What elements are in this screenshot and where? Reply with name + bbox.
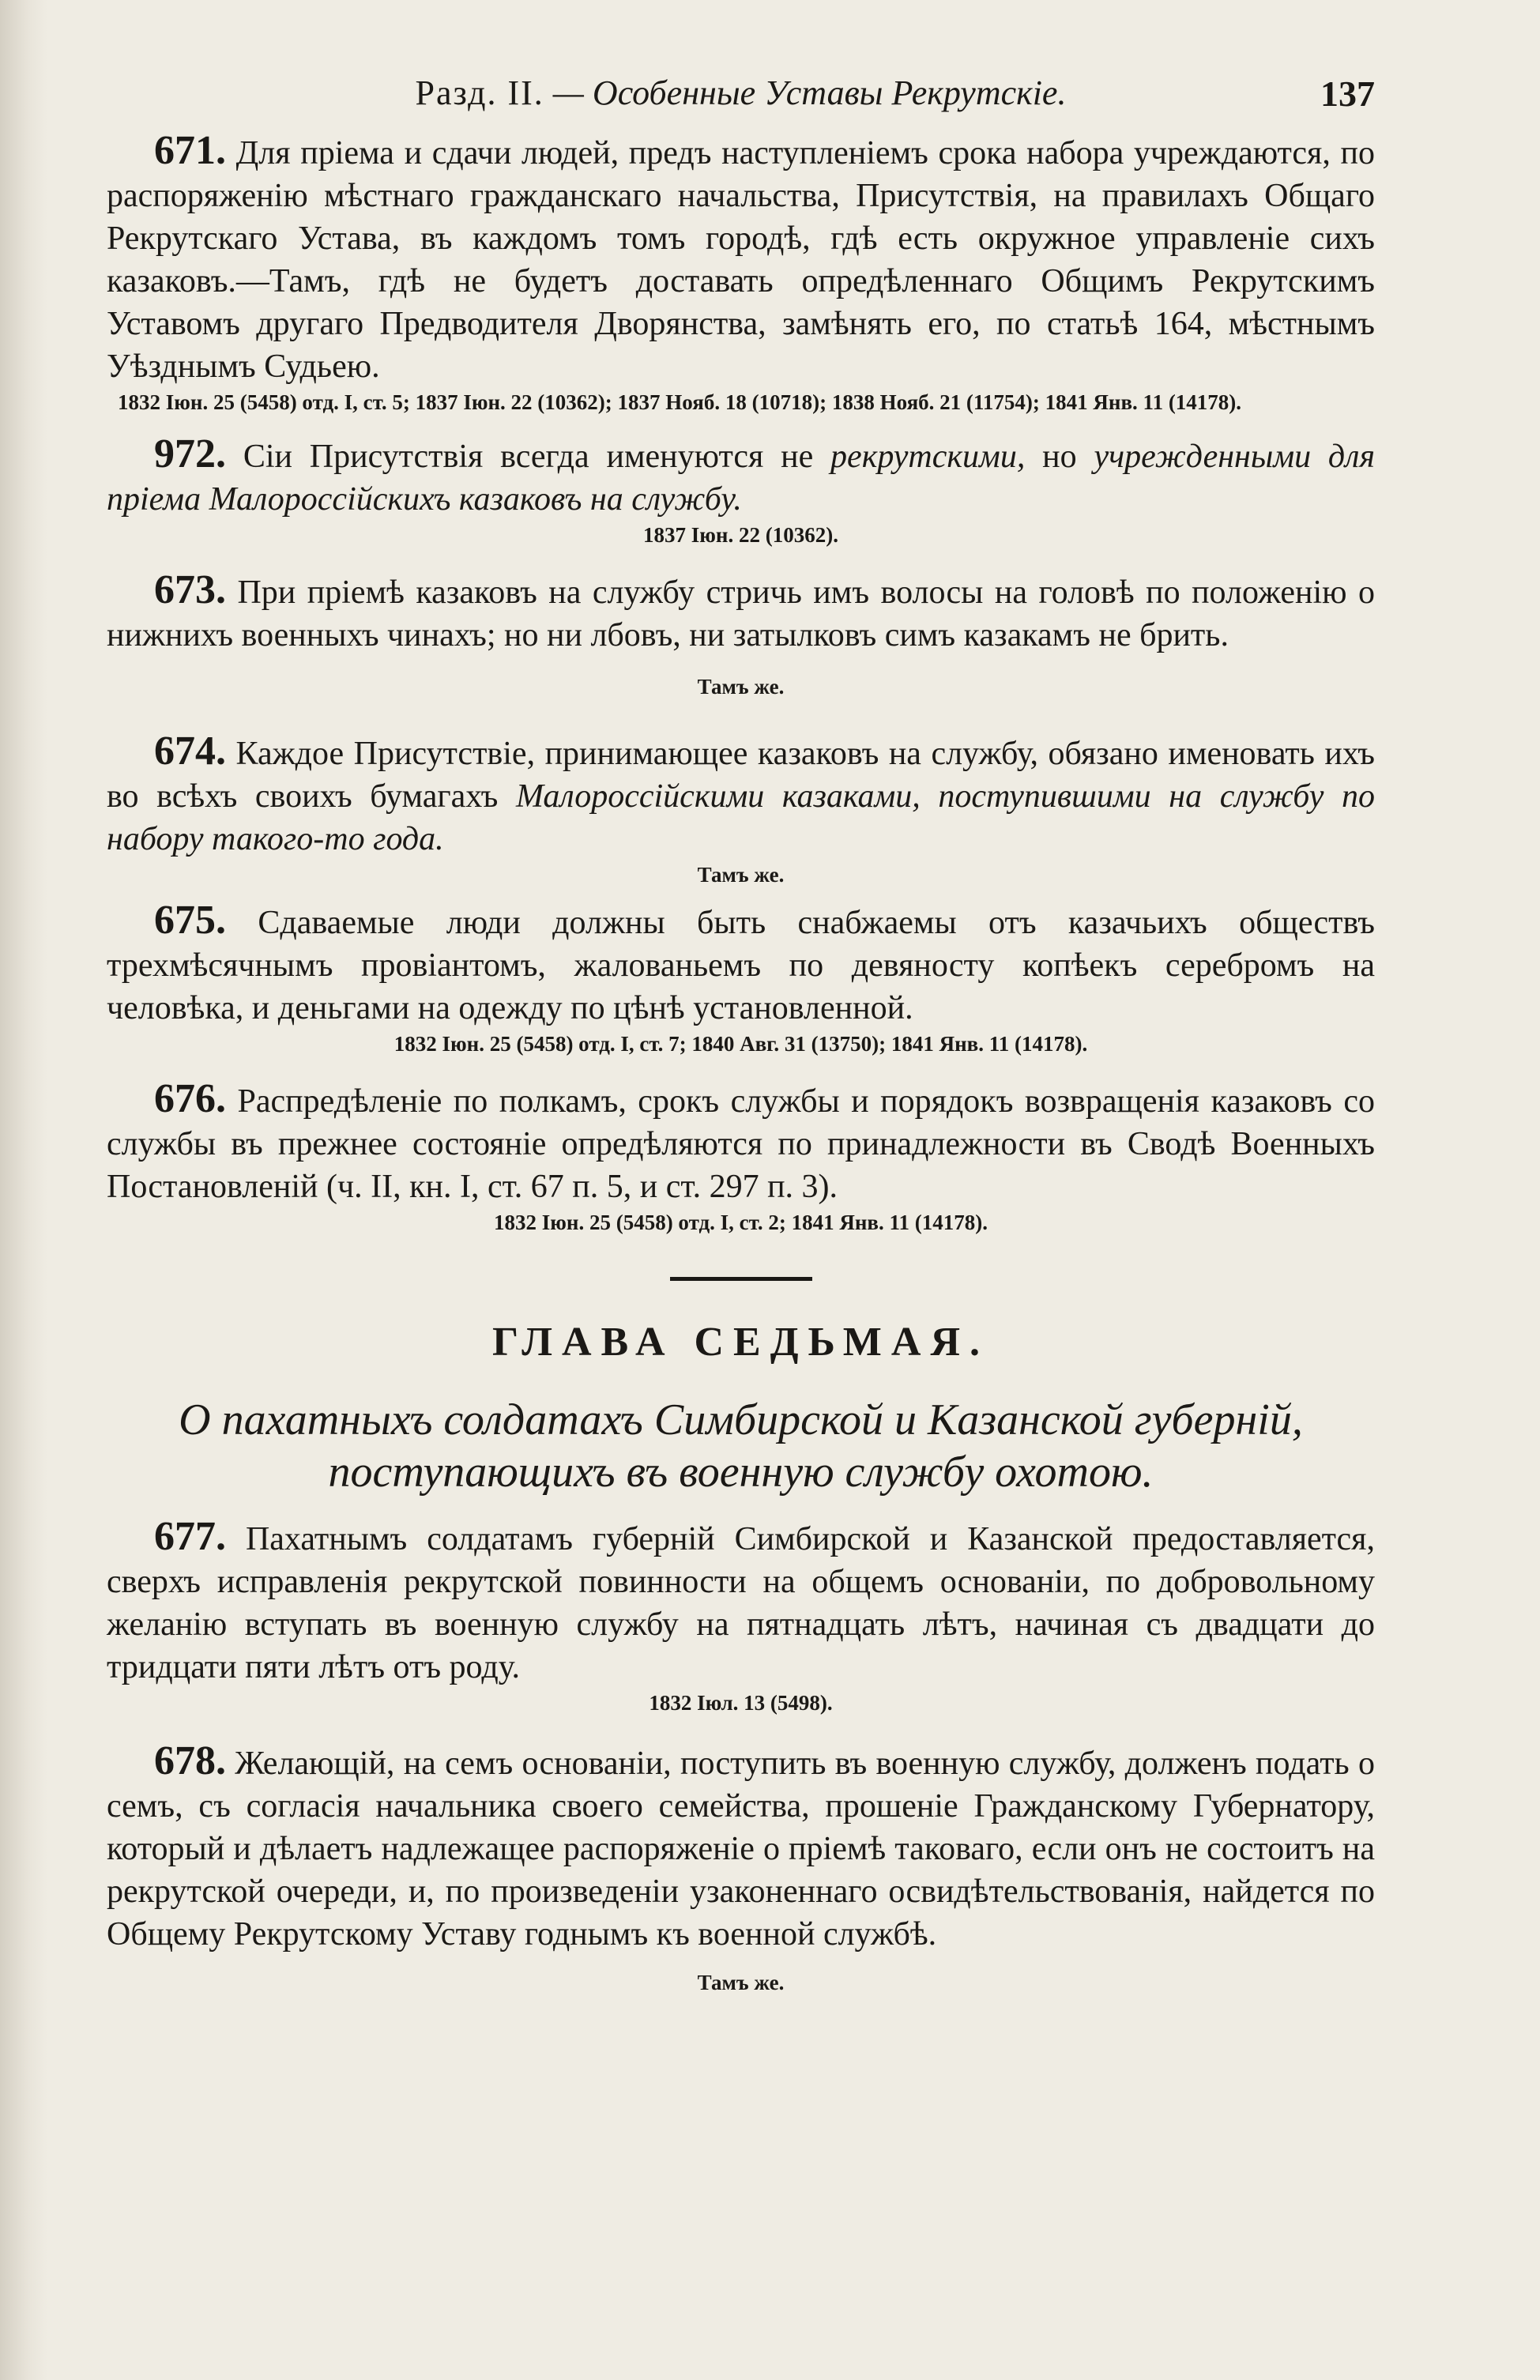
article-citation: 1832 Іюн. 25 (5458) отд. I, ст. 7; 1840 Авг. 31 (13750); 1841 Янв. 11 (14178). <box>393 1032 1088 1056</box>
article-673 <box>107 569 1375 657</box>
article-citation: Тамъ же. <box>697 863 785 887</box>
chapter-subtitle: О пахатныхъ солдатахъ Симбирской и Казанской губерній, поступающихъ въ военную службу охотою. <box>179 1395 1303 1497</box>
article-number: 972. <box>154 431 226 476</box>
article-676 <box>107 1078 1375 1208</box>
article-number: 673. <box>154 567 226 612</box>
article-text: Сдаваемые люди должны быть снабжаемы отъ казачьихъ обществъ трехмѣсячнымъ провіантомъ, жалованьемъ по девяносту копѣекъ серебромъ на человѣка, и деньгами на одежду по цѣнѣ установленной. <box>107 905 1376 1026</box>
article-number: 671. <box>154 128 226 173</box>
article-671 <box>107 130 1375 388</box>
article-citation: Тамъ же. <box>697 675 785 699</box>
article-678 <box>107 1740 1375 1956</box>
article-text-emphasis: учрежденными для пріема Малороссійскихъ казаковъ на службу. <box>107 439 1376 518</box>
article-citation: Тамъ же. <box>697 1971 785 1994</box>
article-text: Каждое Присутствіе, принимающее казаковъ на службу, обязано именовать ихъ во всѣхъ своихъ бумагахъ <box>107 736 1376 815</box>
section-label: Разд. II. <box>415 73 544 112</box>
article-citation: 1832 Іюл. 13 (5498). <box>649 1691 833 1715</box>
page-content <box>107 73 1375 1996</box>
article-number: 677. <box>154 1514 226 1559</box>
article-text-emphasis: Малороссійскими казаками, поступившими на службу по набору такого-то года. <box>107 778 1376 857</box>
section-divider-rule <box>670 1277 812 1281</box>
page-gutter-shadow <box>0 0 47 2380</box>
article-text: Для пріема и сдачи людей, предъ наступленіемъ срока набора учреждаются, по распоряженію мѣстнаго гражданскаго начальства, Присутствія, на правилахъ Общаго Рекрутскаго Устава, въ каждомъ томъ городѣ, гдѣ есть окружное управленіе сихъ казаковъ.—Тамъ, гдѣ не будетъ доставать опредѣленнаго Общимъ Рекрутскимъ Уставомъ другаго Предводителя Дворянства, замѣнять его, по статьѣ 164, мѣстнымъ Уѣзднымъ Судьею. <box>107 135 1376 385</box>
article-text: При пріемѣ казаковъ на службу стричь имъ волосы на головѣ по положенію о нижнихъ военныхъ чинахъ; но ни лбовъ, ни затылковъ симъ казакамъ не брить. <box>107 574 1376 653</box>
article-citation: 1832 Іюн. 25 (5458) отд. I, ст. 5; 1837 Іюн. 22 (10362); 1837 Нояб. 18 (10718); 1838 Нояб. 21 (11754); 1841 Янв. 11 (14178). <box>118 390 1242 414</box>
article-674 <box>107 730 1375 860</box>
article-677 <box>107 1516 1375 1689</box>
article-number: 674. <box>154 729 226 774</box>
chapter-heading: ГЛАВА СЕДЬМАЯ. <box>492 1320 989 1365</box>
running-header <box>107 73 1375 128</box>
article-number: 678. <box>154 1738 226 1783</box>
article-text: но <box>1042 439 1077 475</box>
article-text-emphasis: рекрутскими, <box>830 439 1026 475</box>
page-number: 137 <box>1320 73 1375 114</box>
article-972 <box>107 433 1375 521</box>
article-675 <box>107 899 1375 1030</box>
article-text: Сіи Присутствія всегда именуются не <box>243 439 814 475</box>
article-number: 676. <box>154 1076 226 1121</box>
article-text: Пахатнымъ солдатамъ губерній Симбирской и Казанской предоставляется, сверхъ исправленія рекрутской повинности на общемъ основаніи, по добровольному желанію вступать въ военную службу на пятнадцать лѣтъ, начиная съ двадцати до тридцати пяти лѣтъ отъ роду. <box>107 1521 1376 1685</box>
section-title: — Особенные Уставы Рекрутскіе. <box>552 73 1067 112</box>
article-number: 675. <box>154 898 226 943</box>
article-text: Желающій, на семъ основаніи, поступить въ военную службу, долженъ подать о семъ, съ согласія начальника своего семейства, прошеніе Гражданскому Губернатору, который и дѣлаетъ надлежащее распоряженіе о пріемѣ таковаго, если онъ не состоитъ на рекрутской очереди, и, по произведеніи узаконеннаго освидѣтельствованія, найдется по Общему Рекрутскому Уставу годнымъ къ военной службѣ. <box>107 1745 1375 1953</box>
article-citation: 1837 Іюн. 22 (10362). <box>643 523 838 547</box>
article-text: Распредѣленіе по полкамъ, срокъ службы и порядокъ возвращенія казаковъ со службы въ прежнее состояніе опредѣляются по принадлежности въ Сводѣ Военныхъ Постановленій (ч. II, кн. I, ст. 67 п. 5, и ст. 297 п. 3). <box>107 1083 1376 1205</box>
article-citation: 1832 Іюн. 25 (5458) отд. I, ст. 2; 1841 Янв. 11 (14178). <box>494 1211 988 1234</box>
